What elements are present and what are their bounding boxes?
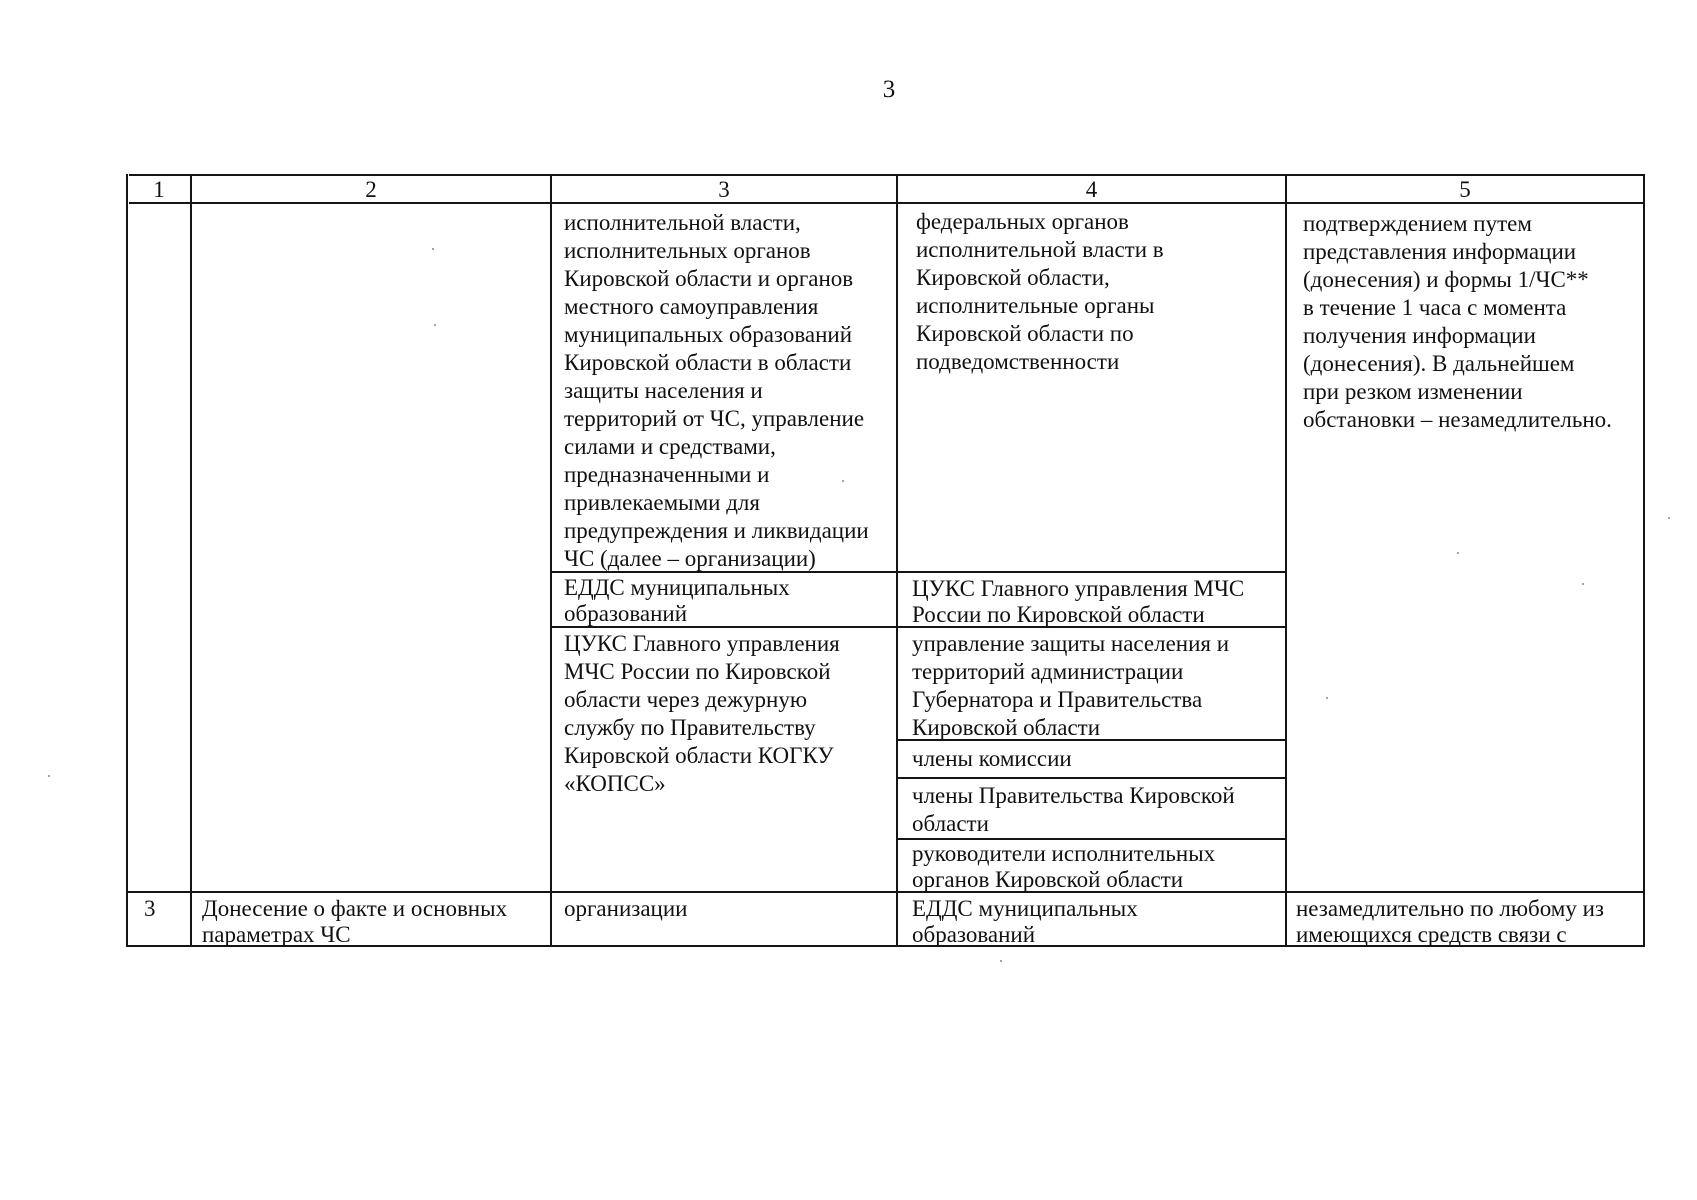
cell-col3-line: местного самоуправления bbox=[564, 294, 819, 319]
scan-speck bbox=[842, 480, 844, 482]
cell-col4-line: Кировской области, bbox=[916, 265, 1110, 290]
scan-speck bbox=[432, 248, 434, 250]
cell-tsuks-col4-item-3: области bbox=[912, 811, 989, 836]
cell-tsuks-col4-item-1: территорий администрации bbox=[912, 659, 1184, 684]
cell-edds-col3-line: образований bbox=[564, 601, 688, 626]
divider-col4-item-3 bbox=[896, 777, 1285, 779]
scan-speck bbox=[48, 775, 50, 777]
cell-col4-line: исполнительные органы bbox=[916, 293, 1155, 318]
cell-tsuks-col4-item-1: Кировской области bbox=[912, 715, 1101, 740]
cell-col3-line: Кировской области в области bbox=[564, 350, 852, 375]
cell-edds-col4-line: России по Кировской области bbox=[912, 602, 1205, 627]
row3-col2-line: Донесение о факте и основных bbox=[202, 896, 508, 921]
cell-col5-line: получения информации bbox=[1303, 323, 1536, 348]
cell-col3-line: территорий от ЧС, управление bbox=[564, 406, 865, 431]
cell-tsuks-col3-line: «КОПСС» bbox=[564, 771, 666, 796]
cell-edds-col4-line: ЦУКС Главного управления МЧС bbox=[912, 576, 1245, 601]
header-col-1: 1 bbox=[153, 177, 165, 202]
cell-col3-line: исполнительных органов bbox=[564, 238, 811, 263]
cell-tsuks-col3-line: службу по Правительству bbox=[564, 715, 816, 740]
cell-col5-line: подтверждением путем bbox=[1303, 211, 1532, 236]
header-col-5: 5 bbox=[1459, 177, 1471, 202]
table-border-left bbox=[126, 174, 128, 947]
cell-col5-line: обстановки – незамедлительно. bbox=[1303, 407, 1612, 432]
page-number: 3 bbox=[882, 76, 896, 103]
divider-row-3 bbox=[126, 891, 1645, 893]
row3-col4-line: образований bbox=[912, 922, 1036, 947]
cell-tsuks-col4-item-1: Губернатора и Правительства bbox=[912, 687, 1203, 712]
cell-col4-line: Кировской области по bbox=[916, 321, 1134, 346]
cell-col4-line: подведомственности bbox=[916, 349, 1120, 374]
cell-tsuks-col3-line: МЧС России по Кировской bbox=[564, 659, 831, 684]
cell-col5-line: в течение 1 часа с момента bbox=[1303, 295, 1567, 320]
cell-col3-line: предназначенными и bbox=[564, 462, 770, 487]
cell-tsuks-col4-item-2: члены комиссии bbox=[912, 746, 1072, 771]
cell-col4-line: исполнительной власти в bbox=[916, 237, 1164, 262]
row3-col2-line: параметрах ЧС bbox=[202, 922, 351, 947]
cell-col3-line: Кировской области и органов bbox=[564, 266, 854, 291]
scan-speck bbox=[434, 324, 436, 326]
document-table bbox=[126, 174, 1645, 951]
column-divider-2 bbox=[550, 174, 552, 947]
cell-tsuks-col4-item-4: органов Кировской области bbox=[912, 867, 1184, 892]
header-col-2: 2 bbox=[365, 177, 377, 202]
header-col-4: 4 bbox=[1085, 177, 1098, 202]
cell-col5-line: представления информации bbox=[1303, 239, 1577, 264]
cell-col3-line: муниципальных образований bbox=[564, 322, 853, 347]
cell-col3-line: силами и средствами, bbox=[564, 434, 776, 459]
cell-tsuks-col3-line: ЦУКС Главного управления bbox=[564, 631, 840, 656]
cell-col5-line: (донесения). В дальнейшем bbox=[1303, 351, 1575, 376]
row3-col3-line: организации bbox=[564, 896, 688, 921]
row3-col5-line: незамедлительно по любому из bbox=[1296, 896, 1605, 921]
row3-col4-line: ЕДДС муниципальных bbox=[912, 896, 1138, 921]
row3-col5-line: имеющихся средств связи с bbox=[1296, 922, 1567, 947]
scan-speck bbox=[1668, 517, 1670, 519]
cell-col3-line: привлекаемыми для bbox=[564, 490, 760, 515]
cell-col3-line: защиты населения и bbox=[564, 378, 763, 403]
cell-col5-line: при резком изменении bbox=[1303, 379, 1523, 404]
cell-tsuks-col4-item-1: управление защиты населения и bbox=[912, 631, 1230, 656]
scan-speck bbox=[1326, 697, 1328, 699]
cell-col5-line: (донесения) и формы 1/ЧС** bbox=[1303, 267, 1589, 292]
scan-speck bbox=[1000, 960, 1002, 962]
cell-tsuks-col4-item-4: руководители исполнительных bbox=[912, 841, 1216, 866]
column-divider-3 bbox=[896, 174, 898, 947]
cell-col3-line: предупреждения и ликвидации bbox=[564, 518, 869, 543]
row3-number: 3 bbox=[144, 896, 156, 921]
table-border-right bbox=[1643, 174, 1645, 947]
cell-col4-line: федеральных органов bbox=[916, 209, 1129, 234]
header-col-3: 3 bbox=[718, 177, 730, 202]
cell-col3-line: исполнительной власти, bbox=[564, 210, 801, 235]
cell-col3-line: ЧС (далее – организации) bbox=[564, 546, 816, 571]
column-divider-1 bbox=[190, 174, 192, 947]
column-divider-4 bbox=[1285, 174, 1287, 947]
cell-tsuks-col3-line: Кировской области КОГКУ bbox=[564, 743, 834, 768]
scan-speck bbox=[1582, 583, 1584, 585]
scan-speck bbox=[1457, 552, 1459, 554]
cell-tsuks-col3-line: области через дежурную bbox=[564, 687, 808, 712]
cell-edds-col3-line: ЕДДС муниципальных bbox=[564, 575, 790, 600]
cell-tsuks-col4-item-3: члены Правительства Кировской bbox=[912, 783, 1235, 808]
